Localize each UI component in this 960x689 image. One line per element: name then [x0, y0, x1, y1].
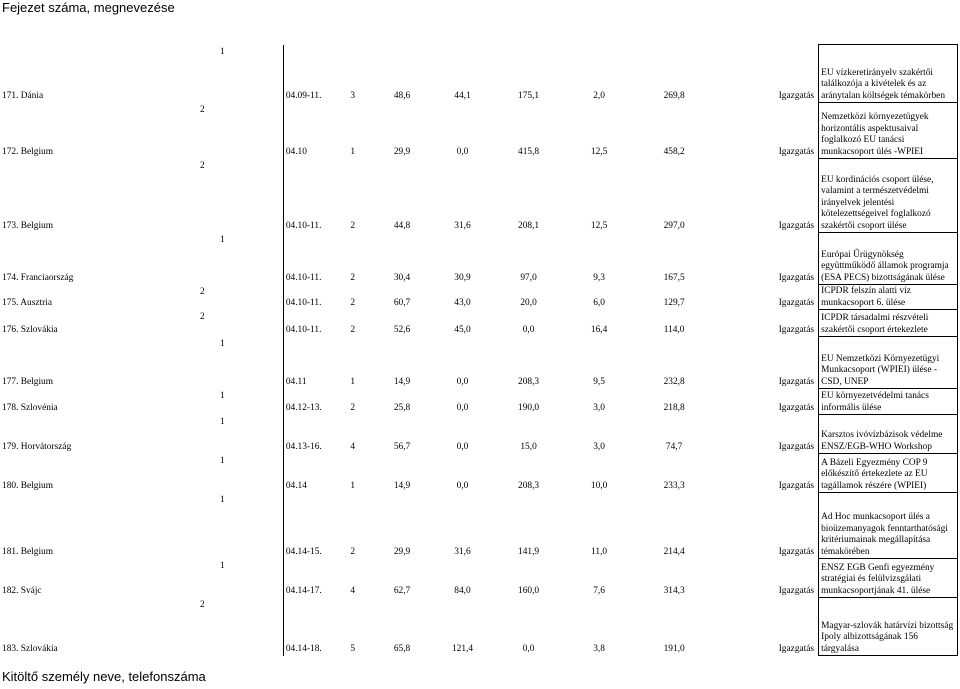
- row-value-1: 30,4: [393, 273, 411, 283]
- table-row: [0, 285, 958, 310]
- row-lead-number: 1: [220, 494, 225, 505]
- row-lead-number: 2: [200, 160, 205, 171]
- row-value-2: 30,9: [454, 273, 471, 283]
- row-total: 314,3: [663, 586, 685, 596]
- row-total: 232,8: [663, 377, 685, 387]
- row-lead-number: 1: [220, 338, 225, 349]
- row-value-2: 31,6: [454, 547, 471, 557]
- row-country: 177. Belgium: [2, 377, 54, 387]
- table-row: [0, 493, 958, 559]
- row-country: 182. Svájc: [2, 586, 42, 596]
- row-date: 04.14-17.: [285, 586, 322, 596]
- row-lead-number: 2: [200, 286, 205, 297]
- row-total: 458,2: [663, 147, 685, 157]
- row-value-4: 11,0: [591, 547, 608, 557]
- row-value-4: 3,8: [593, 644, 605, 654]
- row-value-1: 56,7: [393, 442, 411, 452]
- row-total: 129,7: [663, 298, 685, 308]
- row-description: Karsztos ivóvízbázisok védelme ENSZ/EGB-WHO Workshop: [819, 415, 958, 454]
- row-department: Igazgatás: [717, 45, 819, 103]
- table-row: [0, 159, 958, 233]
- table-row: [0, 415, 958, 454]
- footer-label: Kitöltő személy neve, telefonszáma: [2, 669, 206, 684]
- row-value-4: 9,3: [593, 273, 605, 283]
- row-value-2: 43,0: [454, 298, 471, 308]
- row-department: Igazgatás: [717, 415, 819, 454]
- row-total: 74,7: [665, 442, 683, 452]
- row-value-3: 0,0: [522, 325, 535, 335]
- row-country: 172. Belgium: [2, 147, 54, 157]
- row-count: 4: [350, 442, 356, 452]
- row-country: 179. Horvátország: [2, 442, 72, 452]
- row-description: ENSZ EGB Genfi egyezmény stratégiai és felülvizsgálati munkacsoportjának 41. ülése: [819, 559, 958, 598]
- row-value-2: 45,0: [454, 325, 471, 335]
- row-total: 233,3: [663, 481, 685, 491]
- row-count: 4: [350, 586, 356, 596]
- row-department: Igazgatás: [717, 559, 819, 598]
- row-description: ICPDR felszín alatti víz munkacsoport 6. ülése: [819, 285, 958, 310]
- table-row: [0, 45, 958, 103]
- row-value-3: 141,9: [518, 547, 540, 557]
- row-value-1: 14,9: [393, 377, 411, 387]
- row-total: 214,4: [663, 547, 685, 557]
- row-value-3: 20,0: [520, 298, 537, 308]
- row-count: 1: [350, 481, 356, 491]
- expense-table: [0, 44, 958, 656]
- row-lead-number: 1: [220, 455, 225, 466]
- row-count: 2: [350, 403, 356, 413]
- row-description: EU Nemzetközi Környezetügyi Munkacsoport (WPIEI) ülése - CSD, UNEP: [819, 337, 958, 389]
- row-value-4: 2,0: [593, 91, 605, 101]
- row-value-3: 97,0: [520, 273, 537, 283]
- row-department: Igazgatás: [717, 285, 819, 310]
- row-value-4: 9,5: [593, 377, 605, 387]
- row-value-2: 84,0: [454, 586, 471, 596]
- row-description: Ad Hoc munkacsoport ülés a bioüzemanyagok fenntarthatósági kritériumainak megállapítása témakörében: [819, 493, 958, 559]
- row-country: 181. Belgium: [2, 547, 54, 557]
- row-value-4: 12,5: [590, 147, 608, 157]
- table-row: [0, 103, 958, 159]
- row-count: 2: [350, 221, 356, 231]
- row-value-3: 15,0: [520, 442, 537, 452]
- row-value-3: 208,3: [518, 481, 540, 491]
- row-lead-number: 1: [220, 234, 225, 245]
- page-title: Fejezet száma, megnevezése: [2, 0, 175, 15]
- row-value-1: 62,7: [393, 586, 411, 596]
- row-department: Igazgatás: [717, 310, 819, 337]
- row-value-4: 3,0: [593, 403, 605, 413]
- row-description: EU kordinációs csoport ülése, valamint a természetvédelmi irányelvek jelentési kötelezettségeivel foglalkozó szakértői csoport ülése: [819, 159, 958, 233]
- row-value-1: 44,8: [393, 221, 411, 231]
- row-value-3: 0,0: [522, 644, 535, 654]
- row-count: 5: [350, 644, 356, 654]
- row-date: 04.14-18.: [285, 644, 322, 654]
- row-value-4: 16,4: [590, 325, 608, 335]
- row-lead-number: 1: [220, 46, 225, 57]
- row-country: 173. Belgium: [2, 221, 54, 231]
- row-count: 2: [350, 547, 356, 557]
- row-date: 04.14: [285, 481, 307, 491]
- row-date: 04.14-15.: [285, 547, 322, 557]
- table-row: [0, 389, 958, 415]
- row-value-2: 31,6: [454, 221, 471, 231]
- row-value-1: 29,9: [393, 547, 411, 557]
- table-row: [0, 598, 958, 656]
- row-department: Igazgatás: [717, 493, 819, 559]
- row-value-2: 0,0: [456, 442, 469, 452]
- table-row: [0, 233, 958, 285]
- row-count: 1: [350, 377, 356, 387]
- row-description: ICPDR társadalmi részvételi szakértői csoport értekezlete: [819, 310, 958, 337]
- row-department: Igazgatás: [717, 454, 819, 493]
- row-value-2: 44,1: [454, 91, 471, 101]
- row-value-2: 0,0: [456, 403, 469, 413]
- row-description: EU vízkeretirányelv szakértői találkozója a kivételek és az aránytalan költségek témakörben: [819, 45, 958, 103]
- row-country: 180. Belgium: [2, 481, 54, 491]
- row-value-1: 65,8: [393, 644, 411, 654]
- table-row: [0, 559, 958, 598]
- row-value-1: 52,6: [393, 325, 411, 335]
- row-country: 171. Dánia: [2, 91, 44, 101]
- row-total: 218,8: [663, 403, 685, 413]
- row-description: Magyar-szlovák határvízi bizottság Ipoly albizottságának 156 tárgyalása: [819, 598, 958, 656]
- row-value-3: 190,0: [518, 403, 540, 413]
- row-count: 2: [350, 325, 356, 335]
- row-date: 04.10-11.: [285, 273, 322, 283]
- row-description: Európai Űrügynökség együttműködő államok programja (ESA PECS) bizottságának ülése: [819, 233, 958, 285]
- table-row: [0, 337, 958, 389]
- row-date: 04.10: [285, 147, 307, 157]
- row-lead-number: 1: [220, 416, 225, 427]
- row-department: Igazgatás: [717, 389, 819, 415]
- row-country: 178. Szlovénia: [2, 403, 58, 413]
- row-value-4: 12,5: [590, 221, 608, 231]
- table-row: [0, 310, 958, 337]
- row-value-4: 3,0: [593, 442, 605, 452]
- row-date: 04.11: [285, 377, 307, 387]
- row-department: Igazgatás: [717, 598, 819, 656]
- row-count: 2: [350, 273, 356, 283]
- row-value-1: 25,8: [393, 403, 411, 413]
- row-value-4: 7,6: [593, 586, 605, 596]
- row-lead-number: 2: [200, 311, 205, 322]
- row-total: 114,0: [663, 325, 685, 335]
- row-country: 175. Ausztria: [2, 298, 52, 308]
- row-total: 167,5: [663, 273, 685, 283]
- row-date: 04.10-11.: [285, 298, 322, 308]
- row-count: 2: [350, 298, 356, 308]
- row-date: 04.12-13.: [285, 403, 322, 413]
- row-count: 1: [350, 147, 356, 157]
- row-date: 04.13-16.: [285, 442, 322, 452]
- row-value-3: 160,0: [518, 586, 540, 596]
- row-date: 04.10-11.: [285, 221, 322, 231]
- row-department: Igazgatás: [717, 159, 819, 233]
- row-value-3: 208,3: [518, 377, 540, 387]
- row-total: 191,0: [663, 644, 685, 654]
- row-count: 3: [350, 91, 356, 101]
- row-country: 176. Szlovákia: [2, 325, 58, 335]
- row-value-1: 29,9: [393, 147, 411, 157]
- row-value-2: 121,4: [451, 644, 474, 654]
- row-total: 269,8: [663, 91, 685, 101]
- row-description: EU környezetvédelmi tanács informális ülése: [819, 389, 958, 415]
- row-total: 297,0: [663, 221, 685, 231]
- row-department: Igazgatás: [717, 233, 819, 285]
- row-value-2: 0,0: [456, 377, 469, 387]
- row-description: A Bázeli Egyezmény COP 9 előkészítő értekezlete az EU tagállamok részére (WPIEI): [819, 454, 958, 493]
- row-lead-number: 2: [200, 104, 205, 115]
- row-department: Igazgatás: [717, 337, 819, 389]
- row-value-1: 60,7: [393, 298, 411, 308]
- row-value-1: 14,9: [393, 481, 411, 491]
- row-lead-number: 2: [200, 599, 205, 610]
- row-value-2: 0,0: [456, 481, 469, 491]
- row-country: 183. Szlovákia: [2, 644, 58, 654]
- row-description: Nemzetközi környezetügyek horizontális aspektusaival foglalkozó EU tanácsi munkacsoport ülés -WPIEI: [819, 103, 958, 159]
- row-lead-number: 1: [220, 390, 225, 401]
- table-row: [0, 454, 958, 493]
- row-lead-number: 1: [220, 560, 225, 571]
- row-date: 04.10-11.: [285, 325, 322, 335]
- row-value-4: 6,0: [593, 298, 605, 308]
- row-country: 174. Franciaország: [2, 273, 74, 283]
- row-date: 04.09-11.: [285, 91, 322, 101]
- row-value-3: 175,1: [518, 91, 540, 101]
- row-value-3: 415,8: [518, 147, 540, 157]
- row-value-3: 208,1: [518, 221, 540, 231]
- row-value-2: 0,0: [456, 147, 469, 157]
- row-value-1: 48,6: [393, 91, 411, 101]
- row-department: Igazgatás: [717, 103, 819, 159]
- row-value-4: 10,0: [590, 481, 608, 491]
